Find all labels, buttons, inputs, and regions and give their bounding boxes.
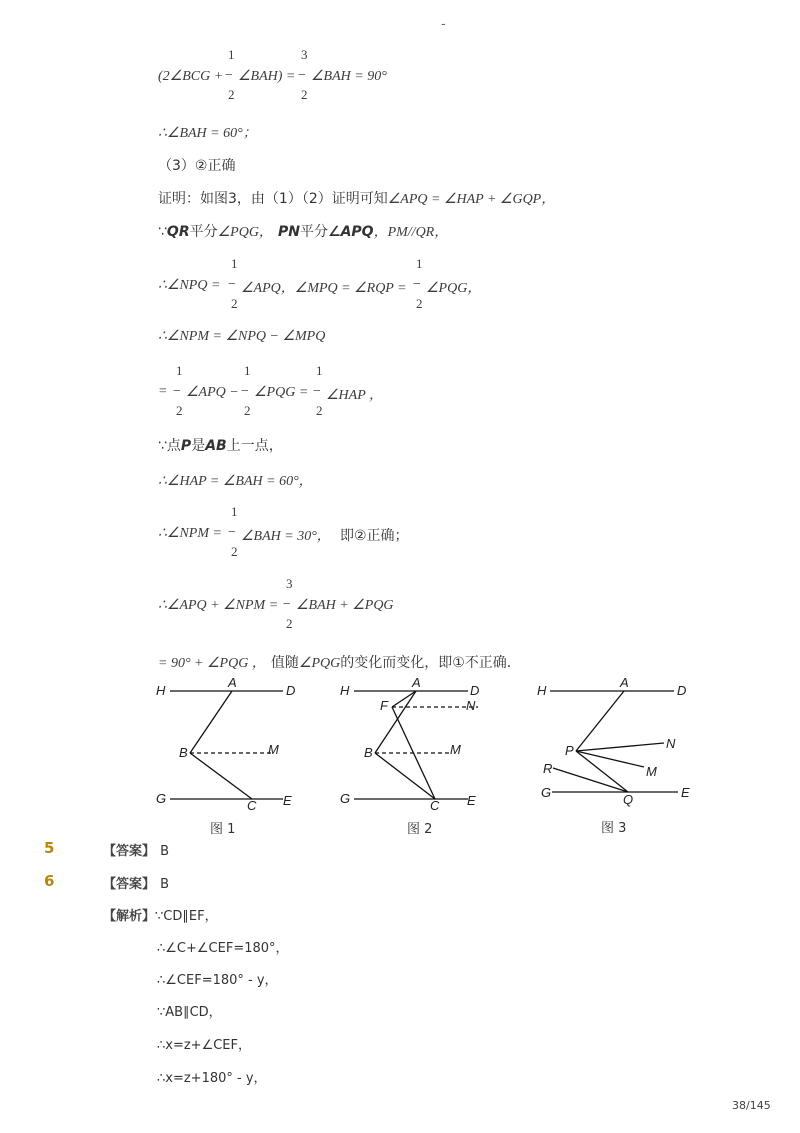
eq8-den1: 2	[176, 403, 183, 418]
fig1-label-e: E	[283, 793, 292, 808]
eq11-den1: 2	[231, 544, 238, 559]
fig1-label-d: D	[286, 683, 296, 698]
eq6-den2: 2	[416, 296, 423, 311]
fig2-label-c: C	[430, 798, 440, 813]
fig3-label-p: P	[565, 743, 574, 758]
parallel-pm-qr: ，PM//QR，	[373, 225, 449, 240]
fig3-label-m: M	[646, 764, 657, 779]
question-5-answer	[103, 840, 169, 859]
fig3-label-g: G	[541, 785, 552, 800]
segment-qr: QR	[166, 224, 190, 240]
page-number: 38/145	[732, 1099, 771, 1112]
equation-line-7: ∴∠NPM = ∠NPQ − ∠MPQ	[158, 329, 326, 344]
q6-step-3: ∴∠CEF=180° - y，	[157, 973, 278, 988]
fig1-caption: 图 1	[210, 822, 236, 837]
eq6-mid: ∠APQ，∠MPQ = ∠RQP =	[241, 281, 407, 296]
eq1-den1: 2	[228, 87, 235, 102]
q6-step-4: ∵AB∥CD，	[157, 1005, 222, 1020]
eq8-start: =	[158, 384, 168, 399]
point-p: P	[180, 438, 192, 454]
figures-svg	[0, 670, 800, 840]
eq8-mid1: ∠APQ −	[186, 385, 239, 400]
l13-a: = 90° + ∠PQG ，	[158, 656, 266, 671]
fig2-caption: 图 2	[407, 822, 433, 837]
q5-answer-value: B	[160, 844, 170, 859]
equation-line-11: ∴∠NPM = 1 − 2 ∠BAH = 30°， 即②正确；	[158, 504, 409, 559]
eq12-den1: 2	[286, 616, 293, 631]
fig3-seg-ap	[576, 691, 624, 751]
eq1-den2: 2	[301, 87, 308, 102]
given-bisectors	[158, 221, 448, 241]
eq12-num1: 3	[286, 576, 293, 591]
equation-line-8: = 1 − 2 ∠APQ − 1 − 2 ∠PQG = 1 − 2 ∠HAP ，	[158, 363, 384, 418]
eq8-num1: 1	[176, 363, 183, 378]
eq12-start: ∴∠APQ + ∠NPM =	[158, 598, 279, 613]
l9-e: 上一点，	[226, 438, 283, 454]
proof-intro	[158, 188, 555, 208]
fig2-label-m: M	[450, 742, 461, 757]
fig3-seg-rq	[553, 768, 628, 792]
l13-c: ∠PQG	[298, 656, 341, 671]
fig1-label-g: G	[156, 791, 167, 806]
q6-step-1: ∵CD∥EF，	[155, 909, 218, 924]
eq6-num1: 1	[231, 256, 238, 271]
fig1-seg-ab	[190, 691, 232, 753]
equation-line-12: ∴∠APQ + ∠NPM = 3 − 2 ∠BAH + ∠PQG	[158, 576, 394, 631]
q5-answer-tag: 【答案】	[103, 844, 156, 859]
fig2-label-f: F	[380, 698, 388, 713]
segment-ab: AB	[205, 438, 227, 454]
fig3-label-r: R	[543, 761, 553, 776]
fig2-label-e: E	[467, 793, 476, 808]
fig2-label-a: A	[412, 675, 421, 690]
fig2-seg-bc	[375, 753, 435, 799]
eq6-end: ∠PQG，	[426, 281, 482, 296]
q6-step-2: ∴∠C+∠CEF=180°，	[157, 941, 289, 956]
q6-analysis-tag: 【解析】	[103, 909, 156, 924]
equation-line-1: (2∠BCG + 1 − 2 ∠BAH) = 3 − 2 ∠BAH = 90°	[158, 47, 387, 102]
eq8-num3: 1	[316, 363, 323, 378]
question-6-number: 6	[44, 872, 55, 890]
fig3-label-q: Q	[623, 792, 634, 807]
q6-step-6: ∴x=z+180° - y，	[157, 1071, 267, 1086]
fig1-label-c: C	[247, 798, 257, 813]
fig2-label-b: B	[364, 745, 373, 760]
fig3-label-a: A	[620, 675, 629, 690]
equation-line-10: ∴∠HAP = ∠BAH = 60°，	[158, 474, 313, 489]
equation-line-2: ∴∠BAH = 60°；	[158, 126, 257, 141]
fig2-label-h: H	[340, 683, 350, 698]
fig1-label-b: B	[179, 745, 188, 760]
eq8-num2: 1	[244, 363, 251, 378]
segment-pn: PN	[278, 224, 301, 240]
q6-answer-tag: 【答案】	[103, 877, 156, 892]
fig2-label-g: G	[340, 791, 351, 806]
angle-apq: ∠APQ	[328, 224, 374, 240]
eq1-num1: 1	[228, 47, 235, 62]
equation-line-6: ∴∠NPQ = 1 − 2 ∠APQ，∠MPQ = ∠RQP = 1 − 2 ∠PQG，	[158, 256, 482, 311]
eq11-mid: ∠BAH = 30°，	[241, 529, 331, 544]
fig1-label-a: A	[228, 675, 237, 690]
fig1-label-h: H	[156, 683, 166, 698]
point-p-on-ab	[158, 435, 283, 455]
part-3-heading: （3）②正确	[158, 158, 236, 174]
eq6-num2: 1	[416, 256, 423, 271]
l13-b: 值随	[270, 655, 299, 671]
eq11-start: ∴∠NPM =	[158, 526, 222, 541]
eq6-start: ∴∠NPQ =	[158, 278, 221, 293]
fig2-seg-fa	[392, 691, 416, 707]
eq11-conclusion: 即②正确；	[340, 528, 409, 544]
q6-step-5: ∴x=z+∠CEF，	[157, 1038, 251, 1053]
fig3-label-h: H	[537, 683, 547, 698]
eq1-num2: 3	[301, 47, 308, 62]
bisect-text-1: 平分	[189, 224, 218, 240]
eq12-end: ∠BAH + ∠PQG	[296, 598, 394, 613]
eq8-end: ∠HAP ，	[326, 388, 384, 403]
eq8-den3: 2	[316, 403, 323, 418]
l9-c: 是	[191, 438, 206, 454]
fig3-label-d: D	[677, 683, 687, 698]
eq6-den1: 2	[231, 296, 238, 311]
l13-d: 的变化而变化，即①不正确．	[340, 655, 521, 671]
fig1-label-m: M	[268, 742, 279, 757]
q6-answer-value: B	[160, 877, 170, 892]
proof-intro-text: 证明：如图3，由（1）（2）证明可知	[158, 191, 388, 207]
header-dash: -	[441, 17, 446, 32]
question-6-analysis	[103, 905, 218, 924]
eq8-den2: 2	[244, 403, 251, 418]
eq1-end: ∠BAH = 90°	[311, 69, 387, 84]
eq1-open: (2∠BCG +	[158, 69, 224, 84]
fig1-seg-bc	[190, 753, 252, 799]
fig3-label-e: E	[681, 785, 690, 800]
fig2-label-d: D	[470, 683, 480, 698]
l9-a: ∵点	[158, 438, 181, 454]
eq1-mid: ∠BAH) =	[238, 69, 296, 84]
figure-3	[550, 691, 678, 792]
fig2-label-n: N	[466, 698, 476, 713]
fig3-seg-pn	[576, 743, 664, 751]
fig3-caption: 图 3	[601, 821, 627, 836]
question-6-answer	[103, 873, 169, 892]
angle-pqg: ∠PQG，	[217, 225, 273, 240]
since-symbol: ∵	[158, 224, 167, 240]
fig3-label-n: N	[666, 736, 676, 751]
eq11-num1: 1	[231, 504, 238, 519]
proof-intro-formula: ∠APQ = ∠HAP + ∠GQP，	[387, 192, 556, 207]
question-5-number: 5	[44, 839, 55, 857]
bisect-text-2: 平分	[300, 224, 329, 240]
final-conclusion	[158, 652, 521, 672]
eq8-mid2: ∠PQG =	[254, 385, 309, 400]
